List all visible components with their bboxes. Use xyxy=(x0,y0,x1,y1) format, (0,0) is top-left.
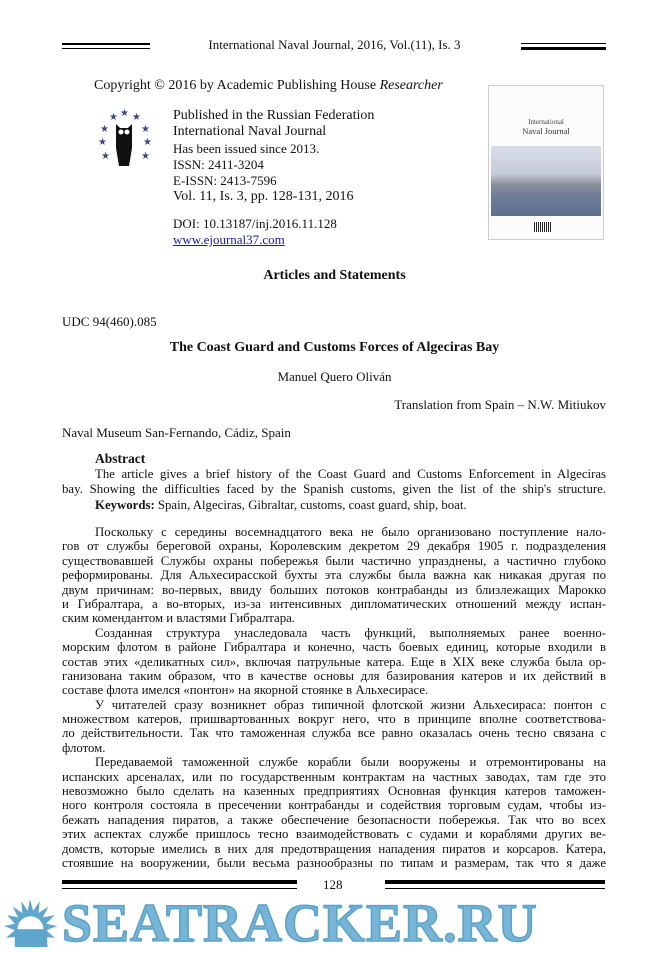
svg-text:★: ★ xyxy=(141,151,150,162)
eissn: E-ISSN: 2413-7596 xyxy=(173,173,277,189)
abstract xyxy=(62,451,606,513)
paragraph-line: ного контроля состояла в пресечении контрабанды и содействия торговым судам, чтобы из- xyxy=(62,798,606,813)
doi: DOI: 10.13187/inj.2016.11.128 xyxy=(173,215,337,231)
journal-name: International Naval Journal xyxy=(173,124,327,140)
cover-ship-painting xyxy=(491,146,601,216)
affiliation: Naval Museum San-Fernando, Cádiz, Spain xyxy=(62,425,291,440)
paragraph-line: существовавшей Службы охраны побережья были частично упразднены, а частично глубоко xyxy=(62,553,606,568)
seatracker-watermark: SEATRACKER.RU xyxy=(62,893,538,953)
publisher-name: Researcher xyxy=(379,78,443,93)
svg-text:★: ★ xyxy=(98,137,107,148)
published-in: Published in the Russian Federation xyxy=(173,108,375,123)
author: Manuel Quero Oliván xyxy=(277,369,392,384)
footer-rule-left-thin xyxy=(62,888,297,889)
paragraph-line: Поскольку с середины восемнадцатого века не было организовано поступление нало- xyxy=(95,525,606,539)
header-rule-right xyxy=(521,47,606,50)
footer-rule-right-thin xyxy=(385,888,605,889)
udc: UDC 94(460).085 xyxy=(62,314,157,329)
svg-text:★: ★ xyxy=(100,124,109,135)
paragraph-line: невозможно было сделать на казенных предприятиях Основная функция катеров таможен- xyxy=(62,784,606,799)
svg-text:★: ★ xyxy=(143,137,152,148)
svg-text:★: ★ xyxy=(132,112,141,123)
page-number: 128 xyxy=(323,877,343,892)
paragraph-line: испанских арсеналах, или по государственным контрактам на частных заводах, там где это xyxy=(62,769,606,784)
paragraph-line: состав этих «деликатных сил», включая патрульные катера. Еще в XIX веке служба была ор- xyxy=(62,654,606,669)
paragraph-line: ским комендантом и властями Гибралтара. xyxy=(62,611,295,626)
website-link[interactable]: www.ejournal37.com xyxy=(173,232,285,248)
keywords-list: Spain, Algeciras, Gibraltar, customs, coast guard, ship, boat. xyxy=(154,497,467,512)
paragraph-line: флотом. xyxy=(62,740,106,755)
paragraph-line: множеством катеров, пришвартованных вокруг него, что в принципе вполне соответствова- xyxy=(62,712,606,727)
abstract-heading: Abstract xyxy=(95,451,146,466)
journal-info xyxy=(173,108,374,248)
paragraph-line: и Гибралтара, а во-вторых, из-за интенсивных дипломатических отношений между испан- xyxy=(62,596,606,611)
header-rule-right-thin xyxy=(521,43,606,44)
paragraph-line: составе флота имелся «понтон» на якорной стоянке в Альхесирасе. xyxy=(62,683,429,698)
abstract-line: The article gives a brief history of the Coast Guard and Customs Enforcement in Algeciras xyxy=(95,466,606,481)
paragraph-line: стоявшие на вооружении, были весьма разнообразны по типам и размерам, так что я даже xyxy=(62,855,606,870)
copyright-text: Copyright © 2016 by Academic Publishing House xyxy=(94,78,380,93)
copyright xyxy=(94,78,443,94)
footer-rule-right xyxy=(385,880,605,884)
issued-since: Has been issued since 2013. xyxy=(173,140,320,156)
paragraph-line: домств, которые имелись в них для предотвращения нападения пиратов и корсаров. Катера, xyxy=(62,841,606,856)
paragraph-line: двум причинам: во-первых, ввиду больших потоков контрабанды из близлежащих Марокко xyxy=(62,582,606,597)
translation-credit: Translation from Spain – N.W. Mitiukov xyxy=(394,397,606,412)
sun-watermark-icon xyxy=(4,897,58,949)
article-title: The Coast Guard and Customs Forces of Algeciras Bay xyxy=(169,340,500,355)
paragraph-line: этих аспектах службе пришлось тесно взаимодействовать с судами и кораблями других ве- xyxy=(62,827,606,842)
paragraph-line: реформированы. Для Альхесирасской бухты эта службы была важна как никакая другая по xyxy=(62,568,606,583)
volume-info: Vol. 11, Is. 3, pp. 128-131, 2016 xyxy=(173,189,354,205)
journal-cover-image xyxy=(488,85,604,240)
owl-logo-icon xyxy=(96,108,154,168)
paragraph-line: ло действительности. Так что таможенная служба все равно оказалась очень тесно связана с xyxy=(62,726,606,741)
paragraph-line: морским флотом в районе Гибралтара и конечно, часть боевых единиц, которые входили в xyxy=(62,640,606,655)
running-title: International Naval Journal, 2016, Vol.(11), Is. 3 xyxy=(208,37,461,52)
svg-text:★: ★ xyxy=(109,112,118,123)
svg-text:★: ★ xyxy=(141,124,150,135)
paragraph-line: Передаваемой таможенной службе корабли были вооружены и отремонтированы на xyxy=(95,755,606,770)
paragraph-line: Созданная структура унаследовала часть функций, выполняемых ранее военно- xyxy=(95,625,606,640)
keywords xyxy=(62,498,606,514)
section-heading: Articles and Statements xyxy=(263,268,406,283)
article-body xyxy=(62,525,606,870)
footer-rule-left xyxy=(62,880,297,884)
barcode-icon xyxy=(534,222,552,232)
keywords-label: Keywords: xyxy=(95,497,155,512)
cover-title: Naval Journal xyxy=(522,126,570,136)
paragraph-line: гов от службы береговой охраны, Королевским декретом 29 декабря 1905 г. подразделения xyxy=(62,539,606,554)
cover-title-small: International xyxy=(528,118,564,126)
paragraph-line: ганизована таким образом, что в качестве основы для базирования катеров и их действий в xyxy=(62,668,606,683)
paragraph-line: бежать нападения пиратов, а также обеспечение безопасности побережья. Так что во всех xyxy=(62,812,606,827)
paragraph-line: У читателей сразу возникнет образ типичной флотской жизни Альхесираса: понтон с xyxy=(95,697,606,712)
svg-text:★: ★ xyxy=(120,108,129,119)
issn: ISSN: 2411-3204 xyxy=(173,156,264,172)
abstract-line: bay. Showing the difficulties faced by the Spanish customs, given the list of the ship's structure. xyxy=(62,482,606,496)
svg-text:★: ★ xyxy=(101,151,110,162)
